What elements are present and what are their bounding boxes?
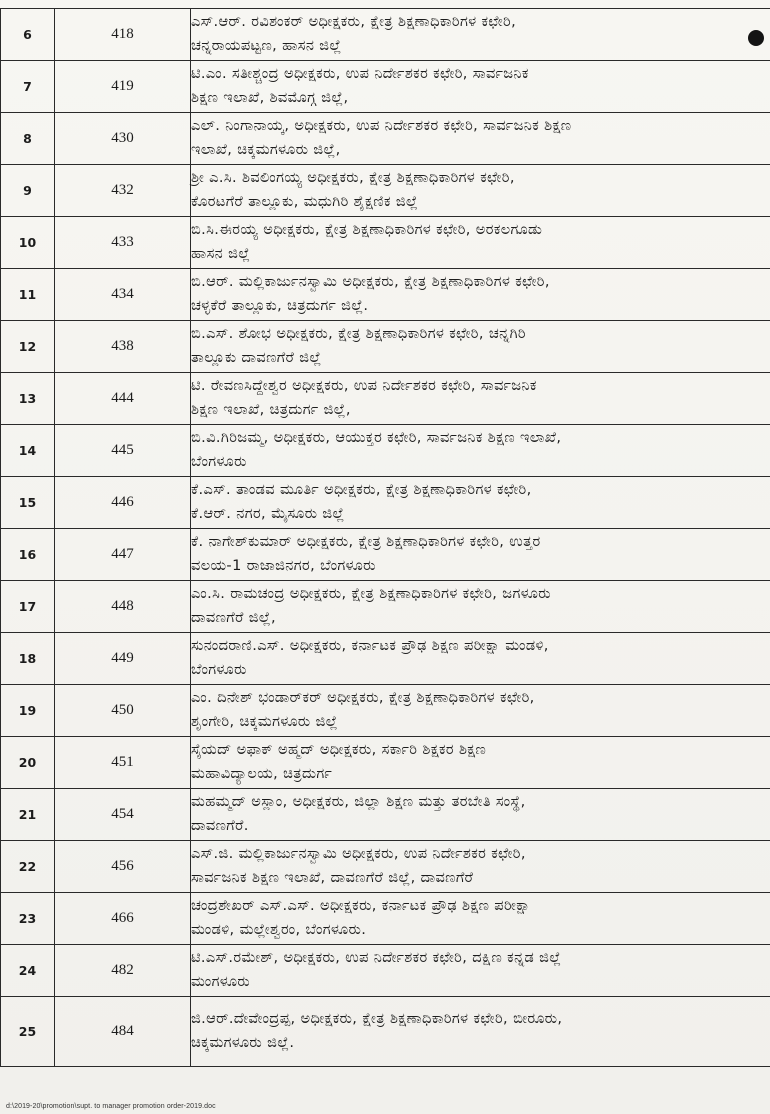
seniority-number: 450 xyxy=(55,685,191,737)
seniority-number: 454 xyxy=(55,789,191,841)
table-row xyxy=(1,373,770,425)
serial-number: 25 xyxy=(1,997,55,1067)
table-row xyxy=(1,477,770,529)
table-row xyxy=(1,165,770,217)
officer-details: ಬಿ.ಸಿ.ಈರಯ್ಯ ಅಧೀಕ್ಷಕರು, ಕ್ಷೇತ್ರ ಶಿಕ್ಷಣಾಧಿಕಾರಿಗಳ ಕಛೇರಿ, ಅರಕಲಗೂಡು ಹಾಸನ ಜಿಲ್ಲೆ xyxy=(191,217,770,269)
serial-number: 24 xyxy=(1,945,55,997)
officer-details: ಟಿ.ಎಸ್.ರಮೇಶ್, ಅಧೀಕ್ಷಕರು, ಉಪ ನಿರ್ದೇಶಕರ ಕಛೇರಿ, ದಕ್ಷಿಣ ಕನ್ನಡ ಜಿಲ್ಲೆ ಮಂಗಳೂರು xyxy=(191,945,770,997)
table-row xyxy=(1,997,770,1067)
serial-number: 17 xyxy=(1,581,55,633)
table-row xyxy=(1,529,770,581)
table-row xyxy=(1,217,770,269)
seniority-number: 434 xyxy=(55,269,191,321)
seniority-number: 449 xyxy=(55,633,191,685)
serial-number: 22 xyxy=(1,841,55,893)
seniority-number: 445 xyxy=(55,425,191,477)
officer-details: ಎಂ.ಸಿ. ರಾಮಚಂದ್ರ ಅಧೀಕ್ಷಕರು, ಕ್ಷೇತ್ರ ಶಿಕ್ಷಣಾಧಿಕಾರಿಗಳ ಕಛೇರಿ, ಜಗಳೂರು ದಾವಣಗೆರೆ ಜಿಲ್ಲೆ, xyxy=(191,581,770,633)
officer-details: ಜಿ.ಆರ್.ದೇವೇಂದ್ರಪ್ಪ, ಅಧೀಕ್ಷಕರು, ಕ್ಷೇತ್ರ ಶಿಕ್ಷಣಾಧಿಕಾರಿಗಳ ಕಛೇರಿ, ಬೀರೂರು, ಚಿಕ್ಕಮಗಳೂರು ಜಿಲ್ಲೆ. xyxy=(191,997,770,1067)
serial-number: 10 xyxy=(1,217,55,269)
table-row xyxy=(1,425,770,477)
seniority-number: 432 xyxy=(55,165,191,217)
serial-number: 13 xyxy=(1,373,55,425)
seniority-number: 446 xyxy=(55,477,191,529)
serial-number: 14 xyxy=(1,425,55,477)
serial-number: 16 xyxy=(1,529,55,581)
table-row xyxy=(1,113,770,165)
table-row xyxy=(1,685,770,737)
officer-details: ಕೆ. ನಾಗೇಶ್‌ಕುಮಾರ್ ಅಧೀಕ್ಷಕರು, ಕ್ಷೇತ್ರ ಶಿಕ್ಷಣಾಧಿಕಾರಿಗಳ ಕಛೇರಿ, ಉತ್ತರ ವಲಯ-1 ರಾಜಾಜಿನಗರ, ಬೆಂಗಳೂರು xyxy=(191,529,770,581)
seniority-number: 430 xyxy=(55,113,191,165)
serial-number: 12 xyxy=(1,321,55,373)
officer-details: ಎಲ್. ನಿಂಗಾನಾಯ್ಕ, ಅಧೀಕ್ಷಕರು, ಉಪ ನಿರ್ದೇಶಕರ ಕಛೇರಿ, ಸಾರ್ವಜನಿಕ ಶಿಕ್ಷಣ ಇಲಾಖೆ, ಚಿಕ್ಕಮಗಳೂರು ಜಿಲ್ಲೆ, xyxy=(191,113,770,165)
table-row xyxy=(1,269,770,321)
serial-number: 18 xyxy=(1,633,55,685)
table-row xyxy=(1,61,770,113)
seniority-number: 451 xyxy=(55,737,191,789)
table-row xyxy=(1,581,770,633)
officer-details: ಟಿ. ರೇವಣಸಿದ್ದೇಶ್ವರ ಅಧೀಕ್ಷಕರು, ಉಪ ನಿರ್ದೇಶಕರ ಕಛೇರಿ, ಸಾರ್ವಜನಿಕ ಶಿಕ್ಷಣ ಇಲಾಖೆ, ಚಿತ್ರದುರ್ಗ ಜಿಲ್ಲೆ, xyxy=(191,373,770,425)
seniority-number: 448 xyxy=(55,581,191,633)
table-row xyxy=(1,893,770,945)
serial-number: 9 xyxy=(1,165,55,217)
table-row xyxy=(1,737,770,789)
table-row xyxy=(1,321,770,373)
officer-details: ಎಂ. ದಿನೇಶ್ ಭಂಡಾರ್‌ಕರ್ ಅಧೀಕ್ಷಕರು, ಕ್ಷೇತ್ರ ಶಿಕ್ಷಣಾಧಿಕಾರಿಗಳ ಕಛೇರಿ, ಶೃಂಗೇರಿ, ಚಿಕ್ಕಮಗಳೂರು ಜಿಲ್ಲೆ xyxy=(191,685,770,737)
officer-details: ಸೈಯದ್ ಅಫಾಕ್ ಅಹ್ಮದ್ ಅಧೀಕ್ಷಕರು, ಸರ್ಕಾರಿ ಶಿಕ್ಷಕರ ಶಿಕ್ಷಣ ಮಹಾವಿದ್ಯಾಲಯ, ಚಿತ್ರದುರ್ಗ xyxy=(191,737,770,789)
officer-details: ಸುನಂದರಾಣಿ.ಎಸ್. ಅಧೀಕ್ಷಕರು, ಕರ್ನಾಟಕ ಪ್ರೌಢ ಶಿಕ್ಷಣ ಪರೀಕ್ಷಾ ಮಂಡಳಿ, ಬೆಂಗಳೂರು xyxy=(191,633,770,685)
officer-details: ಕೆ.ಎಸ್. ತಾಂಡವ ಮೂರ್ತಿ ಅಧೀಕ್ಷಕರು, ಕ್ಷೇತ್ರ ಶಿಕ್ಷಣಾಧಿಕಾರಿಗಳ ಕಛೇರಿ, ಕೆ.ಆರ್. ನಗರ, ಮೈಸೂರು ಜಿಲ್ಲೆ xyxy=(191,477,770,529)
officer-details: ಬಿ.ವಿ.ಗಿರಿಜಮ್ಮ, ಅಧೀಕ್ಷಕರು, ಆಯುಕ್ತರ ಕಛೇರಿ, ಸಾರ್ವಜನಿಕ ಶಿಕ್ಷಣ ಇಲಾಖೆ, ಬೆಂಗಳೂರು xyxy=(191,425,770,477)
serial-number: 19 xyxy=(1,685,55,737)
serial-number: 23 xyxy=(1,893,55,945)
table-row xyxy=(1,633,770,685)
serial-number: 21 xyxy=(1,789,55,841)
seniority-number: 484 xyxy=(55,997,191,1067)
seniority-number: 419 xyxy=(55,61,191,113)
serial-number: 15 xyxy=(1,477,55,529)
seniority-number: 456 xyxy=(55,841,191,893)
officer-details: ಟಿ.ಎಂ. ಸತೀಶ್ಚಂದ್ರ ಅಧೀಕ್ಷಕರು, ಉಪ ನಿರ್ದೇಶಕರ ಕಛೇರಿ, ಸಾರ್ವಜನಿಕ ಶಿಕ್ಷಣ ಇಲಾಖೆ, ಶಿವಮೊಗ್ಗ ಜಿಲ್ಲೆ, xyxy=(191,61,770,113)
seniority-number: 444 xyxy=(55,373,191,425)
table-row xyxy=(1,841,770,893)
officers-table xyxy=(0,8,770,1067)
serial-number: 6 xyxy=(1,9,55,61)
serial-number: 20 xyxy=(1,737,55,789)
seniority-number: 433 xyxy=(55,217,191,269)
seniority-number: 482 xyxy=(55,945,191,997)
seniority-number: 466 xyxy=(55,893,191,945)
table-row xyxy=(1,945,770,997)
serial-number: 7 xyxy=(1,61,55,113)
seniority-number: 447 xyxy=(55,529,191,581)
officer-details: ಮಹಮ್ಮದ್ ಅಸ್ಲಾಂ, ಅಧೀಕ್ಷಕರು, ಜಿಲ್ಲಾ ಶಿಕ್ಷಣ ಮತ್ತು ತರಬೇತಿ ಸಂಸ್ಥೆ, ದಾವಣಗೆರೆ. xyxy=(191,789,770,841)
seniority-number: 438 xyxy=(55,321,191,373)
seniority-number: 418 xyxy=(55,9,191,61)
serial-number: 11 xyxy=(1,269,55,321)
table-row xyxy=(1,9,770,61)
file-path-footer: d:\2019-20\promotion\supt. to manager promotion order-2019.doc xyxy=(6,1103,216,1110)
officer-details: ಚಂದ್ರಶೇಖರ್ ಎಸ್.ಎಸ್. ಅಧೀಕ್ಷಕರು, ಕರ್ನಾಟಕ ಪ್ರೌಢ ಶಿಕ್ಷಣ ಪರೀಕ್ಷಾ ಮಂಡಳಿ, ಮಲ್ಲೇಶ್ವರಂ, ಬೆಂಗಳೂರು. xyxy=(191,893,770,945)
table-row xyxy=(1,789,770,841)
officer-details: ಶ್ರೀ ಎ.ಸಿ. ಶಿವಲಿಂಗಯ್ಯ ಅಧೀಕ್ಷಕರು, ಕ್ಷೇತ್ರ ಶಿಕ್ಷಣಾಧಿಕಾರಿಗಳ ಕಛೇರಿ, ಕೊರಟಗೆರೆ ತಾಲ್ಲೂಕು, ಮಧುಗಿರಿ ಶೈಕ್ಷಣಿಕ ಜಿಲ್ಲೆ xyxy=(191,165,770,217)
officer-details: ಬಿ.ಆರ್. ಮಲ್ಲಿಕಾರ್ಜುನಸ್ವಾಮಿ ಅಧೀಕ್ಷಕರು, ಕ್ಷೇತ್ರ ಶಿಕ್ಷಣಾಧಿಕಾರಿಗಳ ಕಛೇರಿ, ಚಳ್ಳಕೆರೆ ತಾಲ್ಲೂಕು, ಚಿತ್ರದುರ್ಗ ಜಿಲ್ಲೆ. xyxy=(191,269,770,321)
officer-details: ಎಸ್.ಜಿ. ಮಲ್ಲಿಕಾರ್ಜುನಸ್ವಾಮಿ ಅಧೀಕ್ಷಕರು, ಉಪ ನಿರ್ದೇಶಕರ ಕಛೇರಿ, ಸಾರ್ವಜನಿಕ ಶಿಕ್ಷಣ ಇಲಾಖೆ, ದಾವಣಗೆರೆ ಜಿಲ್ಲೆ, ದಾವಣಗೆರೆ xyxy=(191,841,770,893)
officer-details: ಬಿ.ಎಸ್. ಶೋಭ ಅಧೀಕ್ಷಕರು, ಕ್ಷೇತ್ರ ಶಿಕ್ಷಣಾಧಿಕಾರಿಗಳ ಕಛೇರಿ, ಚನ್ನಗಿರಿ ತಾಲ್ಲೂಕು ದಾವಣಗೆರೆ ಜಿಲ್ಲೆ xyxy=(191,321,770,373)
officer-details: ಎಸ್.ಆರ್. ರವಿಶಂಕರ್ ಅಧೀಕ್ಷಕರು, ಕ್ಷೇತ್ರ ಶಿಕ್ಷಣಾಧಿಕಾರಿಗಳ ಕಛೇರಿ, ಚನ್ನರಾಯಪಟ್ಟಣ, ಹಾಸನ ಜಿಲ್ಲೆ xyxy=(191,9,770,61)
serial-number: 8 xyxy=(1,113,55,165)
